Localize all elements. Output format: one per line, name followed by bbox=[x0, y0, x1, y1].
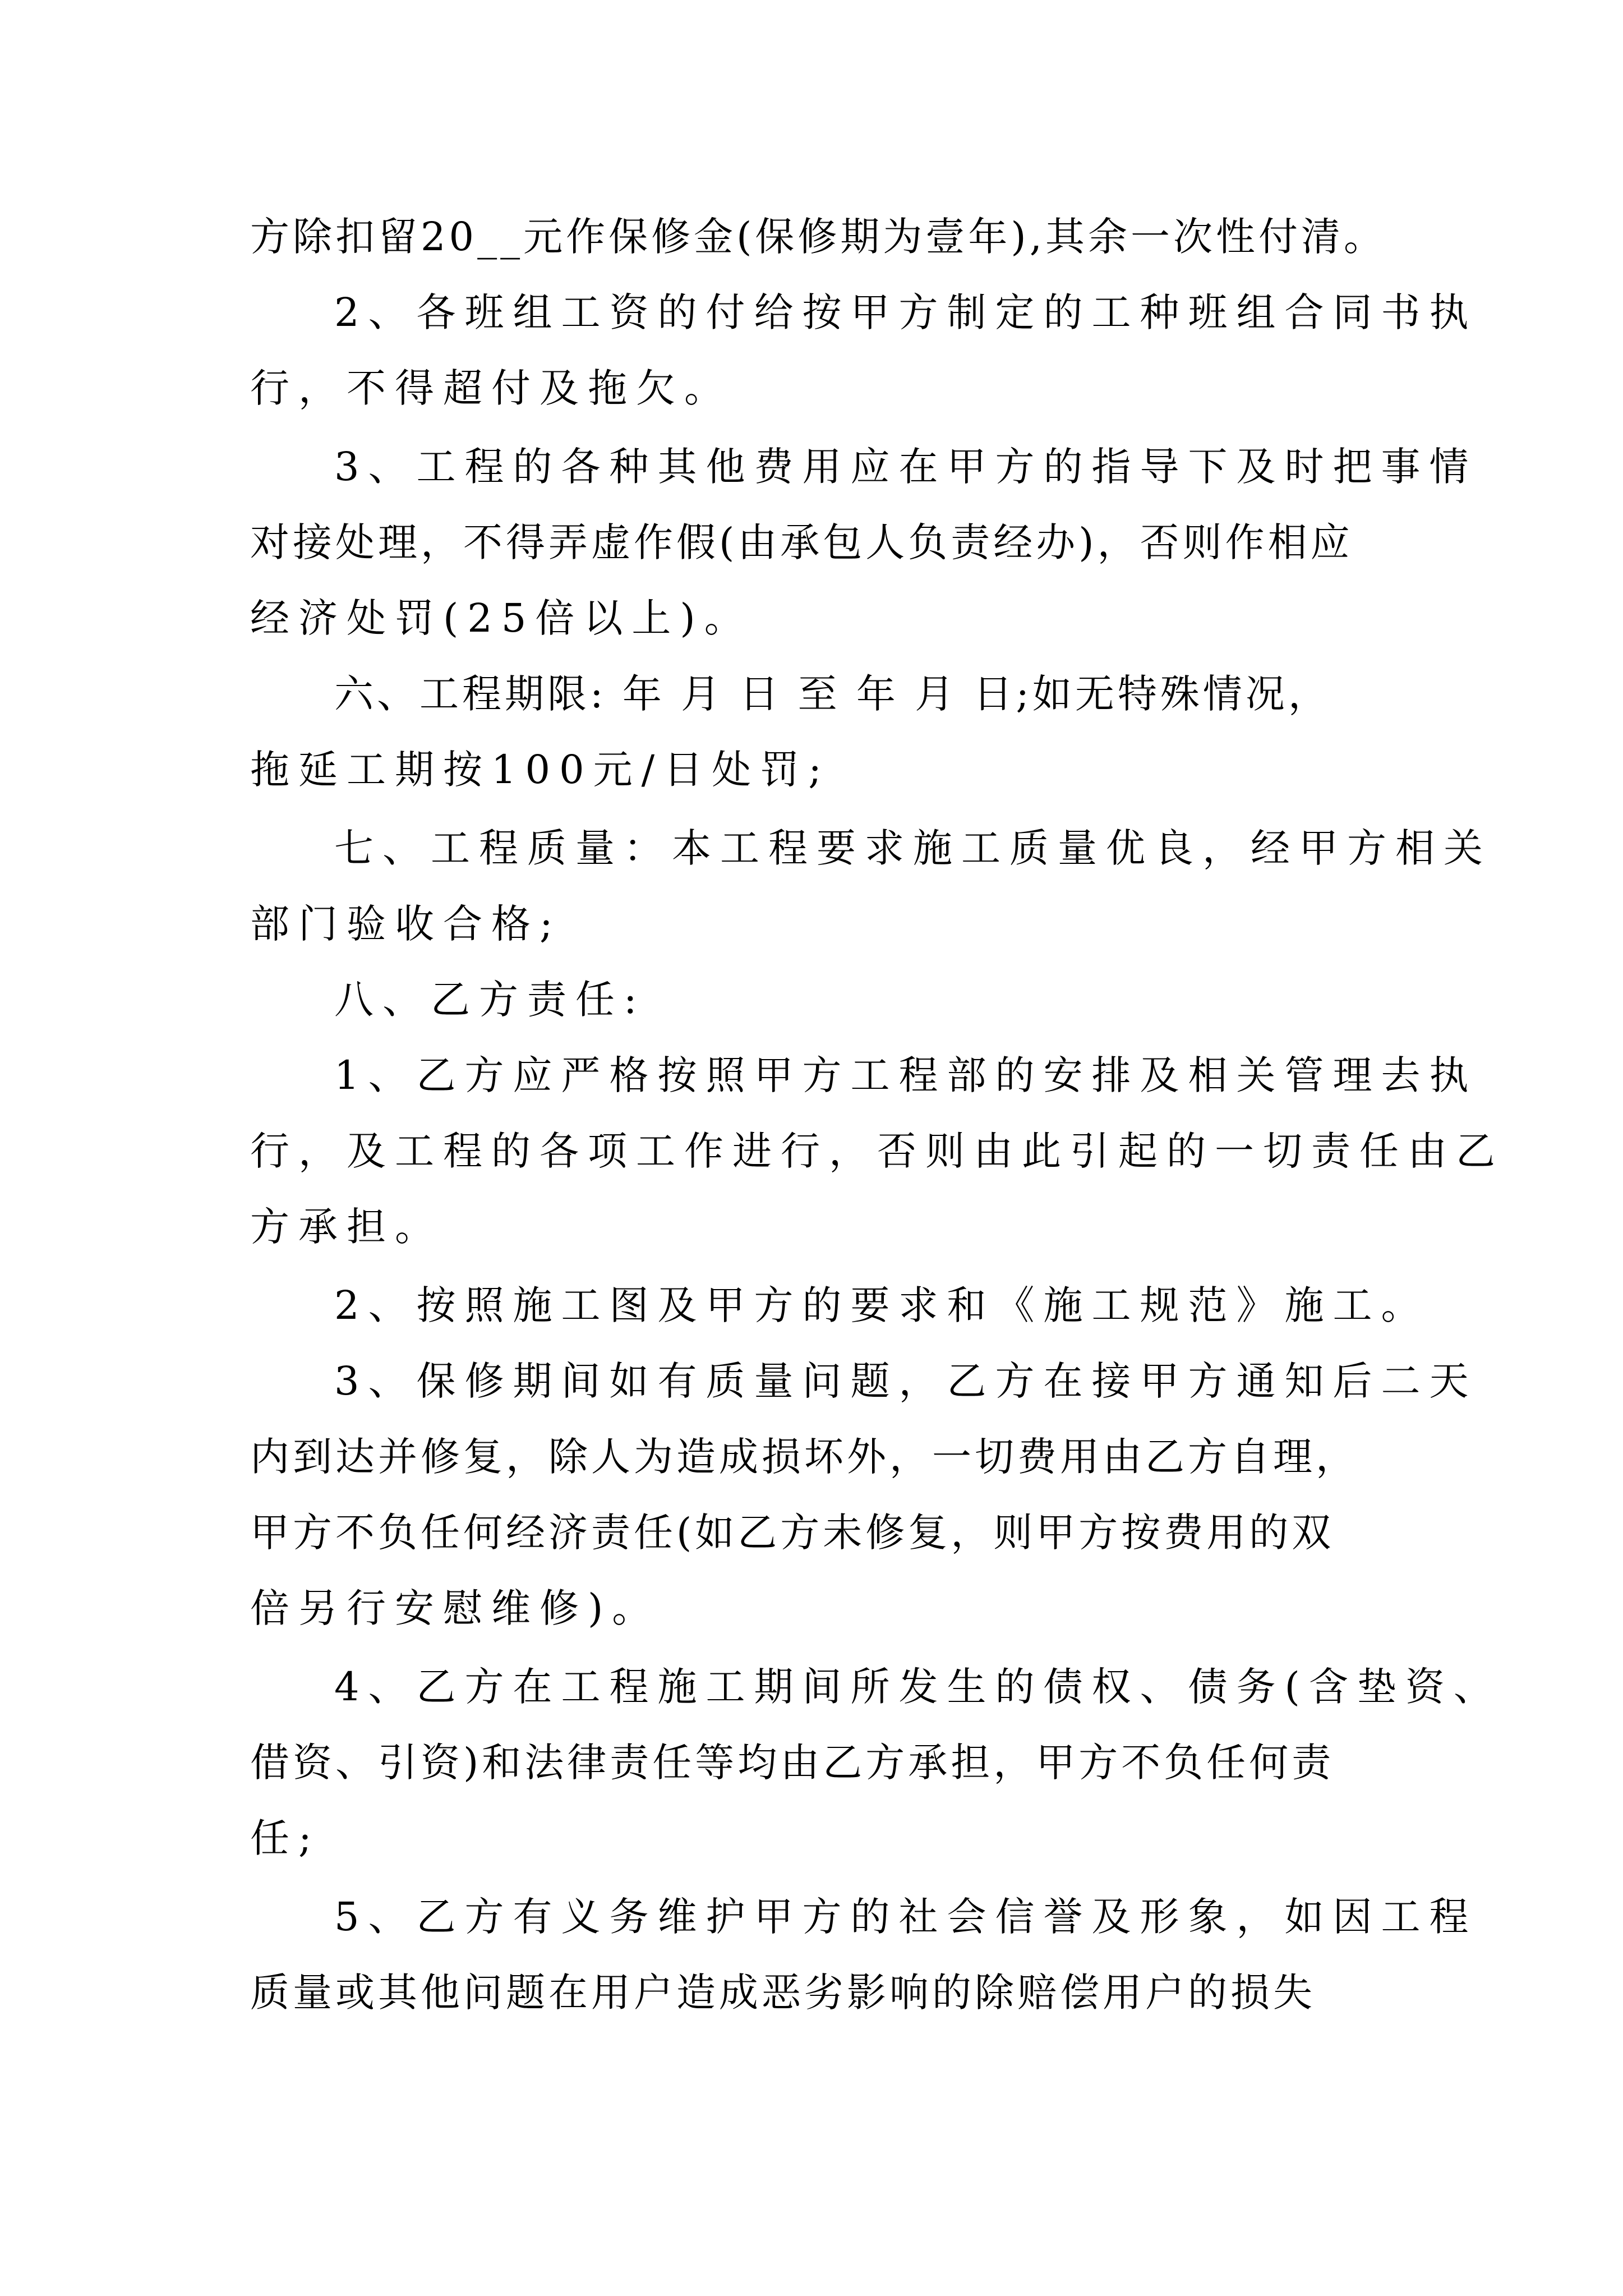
text-line-24: 质量或其他问题在用户造成恶劣影响的除赔偿用户的损失 bbox=[250, 1970, 1316, 2016]
text-line-8: 拖延工期按100元/日处罚; bbox=[250, 747, 831, 793]
text-line-21: 借资、引资)和法律责任等均由乙方承担，甲方不负任何责 bbox=[250, 1740, 1335, 1786]
text-line-4: 3、工程的各种其他费用应在甲方的指导下及时把事情 bbox=[334, 444, 1478, 490]
text-line-17: 内到达并修复，除人为造成损坏外，一切费用由乙方自理， bbox=[250, 1434, 1358, 1480]
text-line-19: 倍另行安慰维修)。 bbox=[250, 1585, 661, 1631]
text-line-20: 4、乙方在工程施工期间所发生的债权、债务(含垫资、 bbox=[334, 1664, 1502, 1710]
text-line-5: 对接处理，不得弄虚作假(由承包人负责经办)，否则作相应 bbox=[250, 519, 1353, 565]
text-line-10: 部门验收合格; bbox=[250, 901, 562, 947]
text-line-15: 2、按照施工图及甲方的要求和《施工规范》施工。 bbox=[334, 1282, 1430, 1328]
text-line-2: 2、各班组工资的付给按甲方制定的工种班组合同书执 bbox=[334, 289, 1478, 335]
text-line-16: 3、保修期间如有质量问题，乙方在接甲方通知后二天 bbox=[334, 1358, 1478, 1404]
text-line-12: 1、乙方应严格按照甲方工程部的安排及相关管理去执 bbox=[334, 1052, 1478, 1098]
text-line-11: 八、乙方责任: bbox=[334, 977, 646, 1023]
text-line-14: 方承担。 bbox=[250, 1204, 443, 1250]
text-line-9: 七、工程质量：本工程要求施工质量优良，经甲方相关 bbox=[334, 825, 1492, 871]
text-line-23: 5、乙方有义务维护甲方的社会信誉及形象，如因工程 bbox=[334, 1894, 1478, 1940]
text-line-1: 方除扣留20__元作保修金(保修期为壹年),其余一次性付清。 bbox=[250, 214, 1386, 260]
text-line-13: 行，及工程的各项工作进行，否则由此引起的一切责任由乙 bbox=[250, 1128, 1504, 1174]
text-line-7: 六、工程期限: 年 月 日 至 年 月 日;如无特殊情况， bbox=[334, 671, 1331, 717]
text-line-22: 任; bbox=[250, 1815, 321, 1861]
text-line-3: 行，不得超付及拖欠。 bbox=[250, 365, 732, 411]
text-line-6: 经济处罚(25倍以上)。 bbox=[250, 595, 753, 641]
text-line-18: 甲方不负任何经济责任(如乙方未修复，则甲方按费用的双 bbox=[250, 1510, 1335, 1556]
